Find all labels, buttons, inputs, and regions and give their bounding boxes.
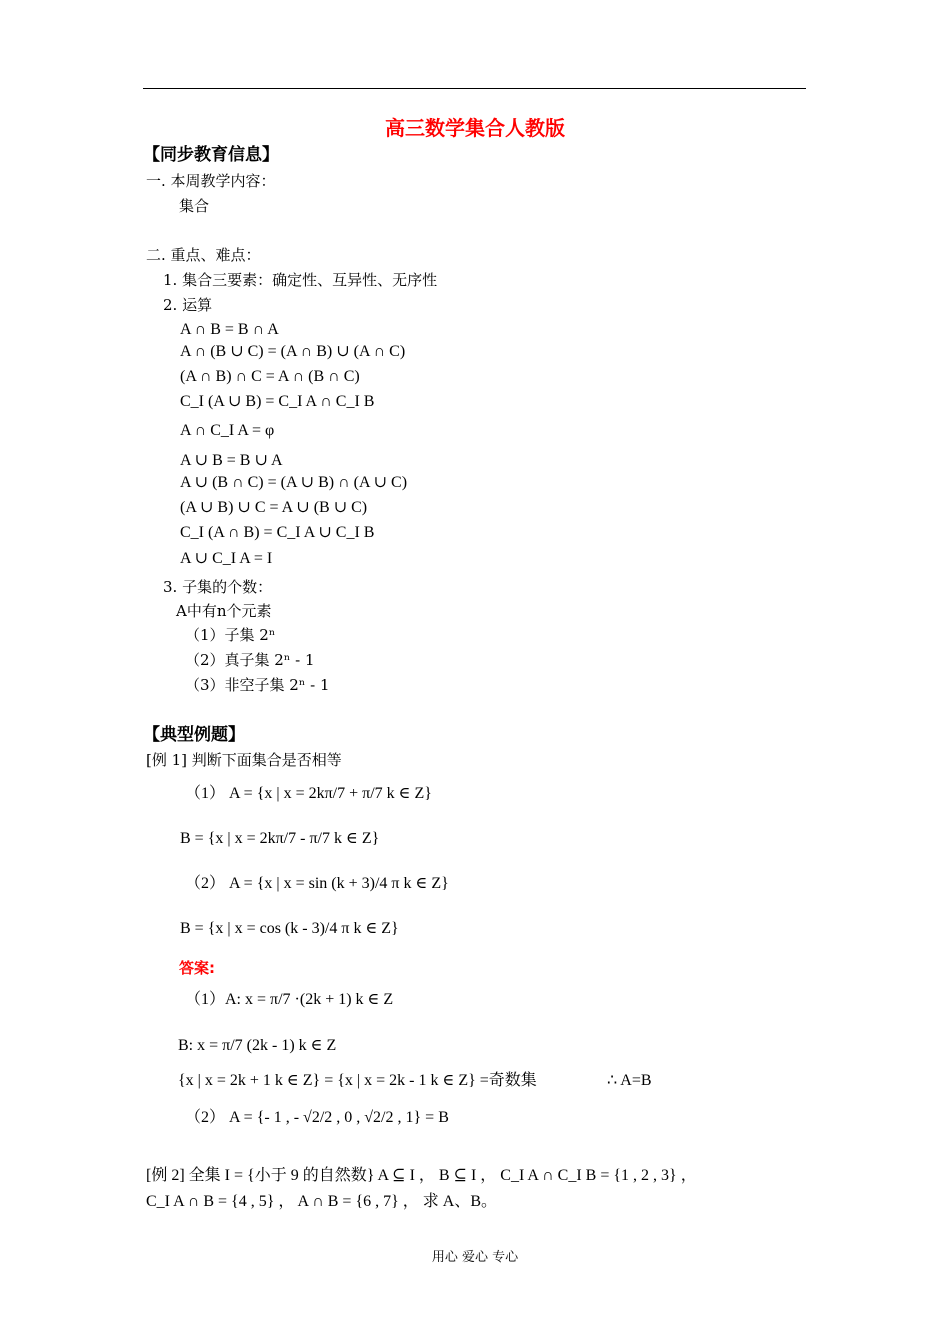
operation-line: (A ∪ B) ∪ C = A ∪ (B ∪ C) [180, 499, 368, 516]
example2-line: [例 2] 全集 I = {小于 9 的自然数} A ⊆ I ， B ⊆ I ， C_I A ∩ C_I B = {1 , 2 , 3} ， [146, 1167, 697, 1184]
operation-line: A ∪ (B ∩ C) = (A ∪ B) ∩ (A ∪ C) [180, 474, 408, 491]
header-rule [143, 88, 806, 89]
point1-text: 1. 集合三要素：确定性、互异性、无序性 [163, 271, 438, 289]
operation-line: A ∪ B = B ∪ A [180, 452, 283, 469]
answer-line: （1）A: x = π/7 ·(2k + 1) k ∈ Z [185, 991, 394, 1008]
item1-label: 一. 本周教学内容： [146, 172, 276, 190]
operation-line: A ∩ B = B ∩ A [180, 321, 279, 338]
section-heading-sync-info: 【同步教育信息】 [143, 145, 279, 165]
example1-line: （2） A = {x | x = sin (k + 3)/4 π k ∈ Z} [185, 875, 449, 892]
example1-line: B = {x | x = 2kπ/7 - π/7 k ∈ Z} [180, 830, 380, 847]
operation-line: (A ∩ B) ∩ C = A ∩ (B ∩ C) [180, 368, 360, 385]
point3-text: 3. 子集的个数： [163, 578, 273, 596]
page-footer: 用心 爱心 专心 [431, 1250, 519, 1265]
answer-line: {x | x = 2k + 1 k ∈ Z} = {x | x = 2k - 1 k ∈ Z} =奇数集 [178, 1072, 537, 1089]
item2-label: 二. 重点、难点： [146, 246, 261, 264]
answer-label: 答案: [179, 959, 215, 977]
example2-line: C_I A ∩ B = {4 , 5} ， A ∩ B = {6 , 7} ， 求 A、B。 [146, 1193, 498, 1210]
item1-content: 集合 [179, 197, 210, 215]
point2-text: 2. 运算 [163, 296, 213, 314]
operation-line: A ∩ (B ∪ C) = (A ∩ B) ∪ (A ∩ C) [180, 343, 406, 360]
answer-line: （2） A = {- 1 , - √2/2 , 0 , √2/2 , 1} = B [185, 1109, 449, 1126]
operation-line: C_I (A ∪ B) = C_I A ∩ C_I B [180, 393, 375, 410]
example1-label: [例 1] 判断下面集合是否相等 [146, 751, 342, 769]
section-heading-examples: 【典型例题】 [143, 725, 245, 745]
subset-item: （1）子集 2ⁿ [185, 626, 276, 644]
operation-line: C_I (A ∩ B) = C_I A ∪ C_I B [180, 524, 375, 541]
answer-line: B: x = π/7 (2k - 1) k ∈ Z [178, 1037, 337, 1054]
subset-item: （3）非空子集 2ⁿ - 1 [185, 676, 330, 694]
operation-line: A ∪ C_I A = I [180, 550, 273, 567]
example1-line: B = {x | x = cos (k - 3)/4 π k ∈ Z} [180, 920, 399, 937]
operation-line: A ∩ C_I A = φ [180, 422, 275, 439]
subset-item: （2）真子集 2ⁿ - 1 [185, 651, 315, 669]
example1-line: （1） A = {x | x = 2kπ/7 + π/7 k ∈ Z} [185, 785, 432, 802]
document-title: 高三数学集合人教版 [385, 116, 565, 140]
answer-line: ∴ A=B [607, 1072, 652, 1089]
subset-intro: A中有n个元素 [176, 602, 272, 620]
